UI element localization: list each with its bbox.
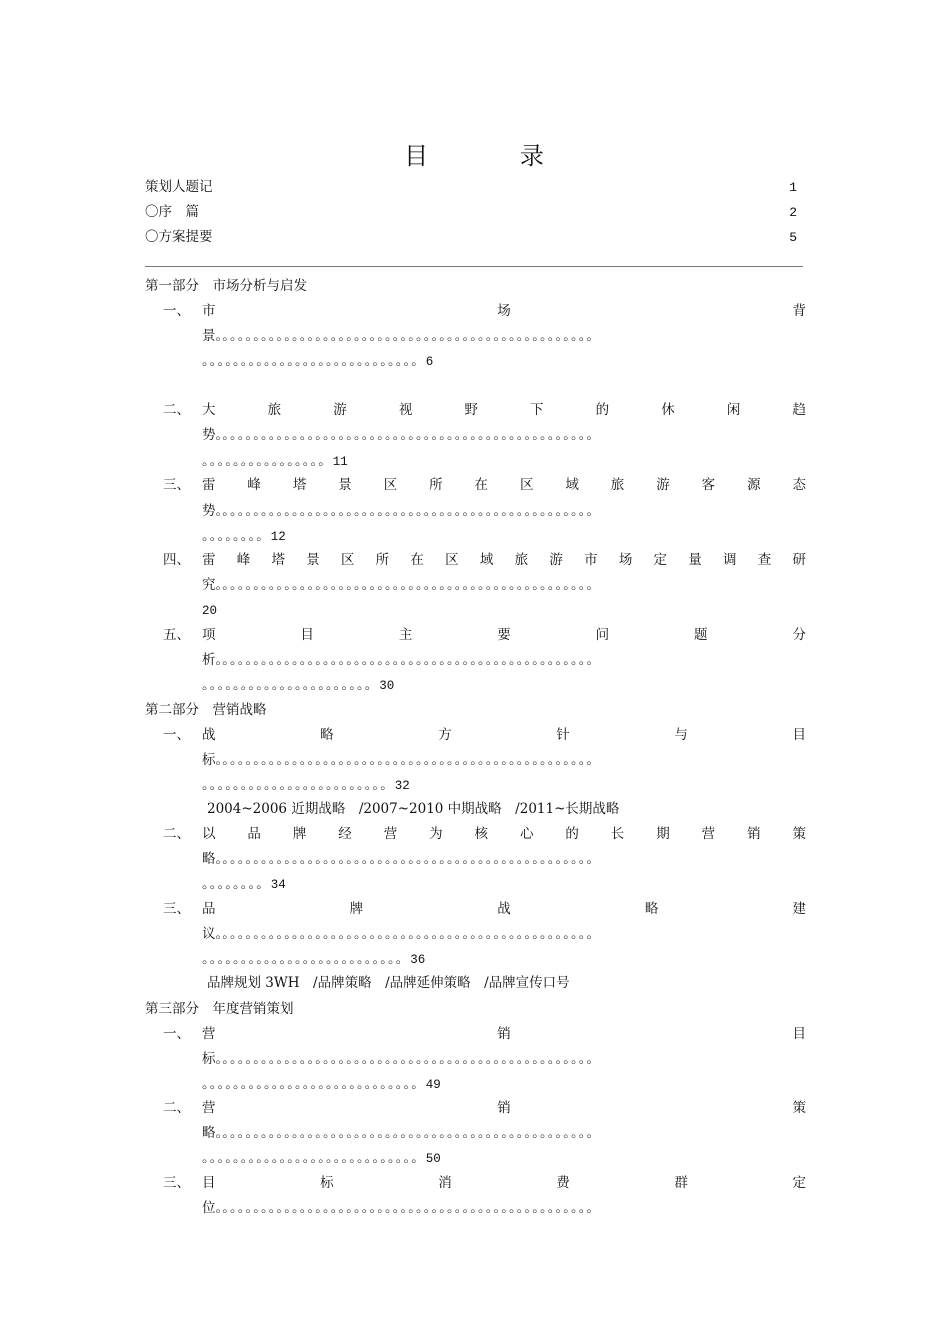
entry-heading [202, 473, 806, 498]
entry-number: 三、 [163, 901, 190, 917]
entry-number: 二、 [163, 1100, 190, 1116]
entry-heading-char: 以 [202, 826, 216, 842]
front-matter-entry [145, 175, 797, 200]
entry-heading [202, 1096, 806, 1121]
entry-tail-with-leader [202, 648, 806, 673]
entry-heading-char: 目 [792, 1026, 806, 1042]
dot-leader: 。。。。。。。。。。。。。。。。。。。。。。。。。。。。。。。。。。。。。。。。。。。。。。。。 [222, 652, 601, 668]
entry-heading-char: 消 [438, 1175, 452, 1191]
dot-leader-line [202, 1146, 806, 1171]
dot-leader-line [202, 773, 806, 798]
entry-tail-with-leader [202, 499, 806, 524]
part-heading: 第二部分 营销战略 [145, 702, 267, 718]
entry-page-number: 20 [202, 604, 218, 618]
entry-page-number: 11 [332, 455, 348, 469]
title-char-left: 目 [404, 142, 431, 170]
entry-heading-char: 市 [584, 552, 598, 568]
entry-heading-char: 定 [653, 552, 668, 568]
entry-heading-char: 休 [661, 402, 675, 418]
entry-heading-char: 营 [202, 1100, 216, 1116]
entry-heading-char: 下 [530, 402, 544, 418]
entry-page-number: 32 [394, 779, 410, 793]
entry-heading-char: 目 [202, 1175, 216, 1191]
entry-heading-char: 方 [438, 727, 452, 743]
entry-heading-char: 塔 [271, 552, 285, 568]
dot-leader-line [202, 524, 806, 549]
entry-number: 二、 [163, 402, 190, 418]
entry-label: 〇方案提要 [145, 229, 213, 245]
entry-heading-char: 旅 [610, 477, 625, 493]
dot-leader-line [202, 947, 806, 972]
dot-leader: 。。。。。。。。。。。。。。。。。。。。。。。。。。。。。。。。。。。。。。。。。。。。。。。。 [222, 752, 601, 768]
entry-heading-char: 经 [338, 826, 352, 842]
entry-number: 五、 [163, 627, 190, 643]
entry-heading-char: 费 [556, 1175, 570, 1191]
entry-page-number: 12 [270, 530, 286, 544]
entry-tail: 势。 [202, 427, 223, 443]
dot-leader: 。。。。。。。。。。。。。。。。。。。。。。。。。。。。。。。。。。。。。。。。。。。。。。。。 [222, 577, 601, 593]
entry-number: 三、 [163, 477, 190, 493]
entry-heading-char: 期 [656, 826, 670, 842]
dot-leader: 。。。。。。。。。。。。。。。。。。。。。。。。。。。。 [202, 1150, 426, 1166]
entry-tail-with-leader [202, 324, 806, 349]
entry-heading-char: 的 [595, 402, 610, 418]
dot-leader: 。。。。。。。。 [202, 528, 271, 544]
entry-tail-with-leader [202, 573, 806, 598]
dot-leader: 。。。。。。。。。。。。。。。。。。。。。。。。 [202, 777, 395, 793]
entry-heading-char: 野 [464, 402, 478, 418]
entry-heading-char: 销 [747, 826, 761, 842]
entry-heading-char: 所 [375, 552, 390, 568]
entry-heading-char: 旅 [267, 402, 282, 418]
dot-leader: 。。。。。。。。。。。。。。。。。。。。。。。。。。。。。。。。。。。。。。。。。。。。。。。。 [222, 503, 601, 519]
entry-tail: 位。 [202, 1200, 223, 1216]
entry-tail-with-leader [202, 423, 806, 448]
entry-tail: 析。 [202, 652, 223, 668]
entry-heading-char: 战 [497, 901, 511, 917]
entry-tail: 议。 [202, 926, 223, 942]
entry-heading-char: 域 [479, 552, 494, 568]
entry-heading-char: 销 [497, 1026, 511, 1042]
entry-page-number: 1 [789, 180, 797, 195]
dot-leader: 。。。。。。。。 [202, 876, 271, 892]
entry-heading-char: 场 [618, 552, 633, 568]
entry-subtopics: 2004~2006 近期战略 /2007~2010 中期战略 /2011~长期战略 [207, 801, 620, 817]
entry-label: 〇序 篇 [145, 204, 199, 220]
entry-heading-char: 品 [202, 901, 216, 917]
entry-tail: 标。 [202, 752, 223, 768]
entry-heading-char: 研 [792, 552, 806, 568]
entry-page-number: 5 [789, 230, 797, 245]
entry-heading-char: 项 [202, 627, 216, 643]
entry-heading-char: 游 [656, 477, 670, 493]
entry-heading-char: 在 [410, 552, 424, 568]
entry-heading-char: 源 [747, 477, 761, 493]
entry-number: 一、 [163, 727, 190, 743]
entry-heading-char: 闲 [726, 402, 741, 418]
entry-heading [202, 548, 806, 573]
entry-heading-char: 景 [306, 552, 320, 568]
part-heading: 第三部分 年度营销策划 [145, 1001, 294, 1017]
entry-heading-char: 所 [429, 477, 443, 493]
entry-heading-char: 查 [757, 552, 772, 568]
dot-leader-line [202, 673, 806, 698]
entry-number: 三、 [163, 1175, 190, 1191]
entry-heading-char: 背 [792, 303, 806, 319]
entry-heading-char: 略 [320, 727, 334, 743]
dot-leader: 。。。。。。。。。。。。。。。。。。。。。。 [202, 677, 380, 693]
entry-heading-char: 营 [202, 1026, 216, 1042]
entry-heading [202, 299, 806, 324]
entry-heading-char: 调 [723, 552, 737, 568]
entry-tail: 标。 [202, 1051, 223, 1067]
entry-heading-char: 群 [674, 1175, 688, 1191]
dot-leader-line [202, 349, 806, 374]
entry-heading-char: 场 [497, 303, 511, 319]
dot-leader: 。。。。。。。。。。。。。。。。。。。。。。。。。。 [202, 951, 411, 967]
entry-heading [202, 1171, 806, 1196]
entry-number: 四、 [163, 552, 190, 568]
dot-leader: 。。。。。。。。。。。。。。。。 [202, 453, 333, 469]
entry-heading-char: 品 [247, 826, 261, 842]
entry-heading-char: 市 [202, 303, 216, 319]
entry-heading-char: 域 [565, 477, 579, 493]
entry-label: 策划人题记 [145, 179, 213, 195]
entry-heading-char: 趋 [792, 402, 806, 418]
entry-heading-char: 在 [474, 477, 489, 493]
entry-heading-char: 峰 [236, 552, 251, 568]
entry-tail: 景。 [202, 328, 223, 344]
entry-heading-char: 客 [701, 477, 716, 493]
entry-heading-char: 牌 [292, 826, 307, 842]
entry-number: 二、 [163, 826, 190, 842]
entry-heading-char: 目 [300, 627, 314, 643]
entry-heading-char: 长 [610, 826, 625, 842]
entry-page-number: 34 [270, 878, 286, 892]
entry-heading-char: 针 [556, 727, 570, 743]
dot-leader: 。。。。。。。。。。。。。。。。。。。。。。。。。。。。。。。。。。。。。。。。。。。。。。。。 [222, 1200, 601, 1216]
entry-heading-char: 峰 [247, 477, 261, 493]
entry-heading-char: 建 [792, 901, 806, 917]
entry-heading-char: 题 [694, 627, 708, 643]
dot-leader: 。。。。。。。。。。。。。。。。。。。。。。。。。。。。 [202, 1076, 426, 1092]
entry-number: 一、 [163, 303, 190, 319]
entry-number: 一、 [163, 1026, 190, 1042]
entry-page-number: 50 [425, 1152, 441, 1166]
entry-heading-char: 要 [497, 627, 511, 643]
entry-tail-with-leader [202, 748, 806, 773]
entry-page-number: 49 [425, 1078, 441, 1092]
entry-heading-char: 雷 [202, 552, 216, 568]
dot-leader: 。。。。。。。。。。。。。。。。。。。。。。。。。。。。。。。。。。。。。。。。。。。。。。。。 [222, 328, 601, 344]
entry-tail-with-leader [202, 1121, 806, 1146]
dot-leader-line [202, 598, 806, 623]
entry-heading-char: 主 [398, 627, 413, 643]
entry-heading-char: 大 [202, 402, 216, 418]
entry-heading-char: 策 [792, 1100, 806, 1116]
dot-leader: 。。。。。。。。。。。。。。。。。。。。。。。。。。。。。。。。。。。。。。。。。。。。。。。。 [222, 1051, 601, 1067]
entry-heading [202, 822, 806, 847]
entry-page-number: 30 [379, 679, 395, 693]
dot-leader-line [202, 449, 806, 474]
entry-heading-char: 定 [792, 1175, 806, 1191]
dot-leader: 。。。。。。。。。。。。。。。。。。。。。。。。。。。。 [202, 353, 426, 369]
entry-heading-char: 景 [338, 477, 352, 493]
entry-heading-char: 量 [688, 552, 702, 568]
entry-heading [202, 723, 806, 748]
entry-heading-char: 区 [445, 552, 459, 568]
entry-heading-char: 区 [340, 552, 355, 568]
dot-leader: 。。。。。。。。。。。。。。。。。。。。。。。。。。。。。。。。。。。。。。。。。。。。。。。。 [222, 427, 601, 443]
entry-heading [202, 1022, 806, 1047]
entry-page-number: 36 [410, 953, 426, 967]
dot-leader: 。。。。。。。。。。。。。。。。。。。。。。。。。。。。。。。。。。。。。。。。。。。。。。。。 [222, 926, 601, 942]
entry-heading-char: 的 [565, 826, 579, 842]
entry-heading [202, 623, 806, 648]
entry-tail: 势。 [202, 503, 223, 519]
entry-page-number: 6 [425, 355, 434, 369]
entry-subtopics: 品牌规划 3WH /品牌策略 /品牌延伸策略 /品牌宣传口号 [207, 975, 570, 991]
entry-tail-with-leader [202, 847, 806, 872]
entry-heading-char: 略 [644, 901, 659, 917]
page-title [145, 136, 805, 171]
entry-heading-char: 与 [674, 727, 688, 743]
dot-leader-line [202, 872, 806, 897]
entry-heading-char: 目 [792, 727, 806, 743]
dot-leader-line [202, 1072, 806, 1097]
title-char-right: 录 [519, 142, 546, 170]
entry-heading-char: 营 [701, 826, 716, 842]
entry-heading-char: 销 [497, 1100, 511, 1116]
entry-heading-char: 核 [474, 826, 489, 842]
entry-heading-char: 态 [792, 477, 806, 493]
entry-tail: 略。 [202, 1125, 223, 1141]
front-matter-entry [145, 200, 797, 225]
entry-heading-char: 为 [429, 826, 443, 842]
front-matter-entry [145, 225, 797, 250]
part-heading: 第一部分 市场分析与启发 [145, 278, 307, 294]
entry-heading-char: 分 [792, 627, 806, 643]
entry-heading-char: 标 [320, 1175, 334, 1191]
dot-leader: 。。。。。。。。。。。。。。。。。。。。。。。。。。。。。。。。。。。。。。。。。。。。。。。。 [222, 851, 601, 867]
entry-page-number: 2 [789, 205, 797, 220]
entry-heading-char: 游 [333, 402, 347, 418]
entry-tail: 略。 [202, 851, 223, 867]
entry-tail: 究。 [202, 577, 223, 593]
dot-leader: 。。。。。。。。。。。。。。。。。。。。。。。。。。。。。。。。。。。。。。。。。。。。。。。。 [222, 1125, 601, 1141]
entry-tail-with-leader [202, 922, 806, 947]
entry-heading-char: 战 [202, 727, 216, 743]
entry-heading-char: 视 [398, 402, 413, 418]
entry-heading-char: 区 [383, 477, 398, 493]
entry-heading-char: 牌 [349, 901, 364, 917]
entry-heading [202, 398, 806, 423]
entry-heading-char: 区 [519, 477, 534, 493]
entry-heading-char: 游 [549, 552, 563, 568]
entry-heading-char: 心 [519, 826, 534, 842]
entry-heading-char: 雷 [202, 477, 216, 493]
entry-tail-with-leader [202, 1196, 806, 1221]
entry-heading-char: 旅 [514, 552, 529, 568]
entry-tail-with-leader [202, 1047, 806, 1072]
entry-heading-char: 塔 [292, 477, 307, 493]
section-divider [145, 266, 803, 267]
entry-heading-char: 策 [792, 826, 806, 842]
entry-heading-char: 营 [383, 826, 398, 842]
entry-heading [202, 897, 806, 922]
entry-heading-char: 问 [595, 627, 610, 643]
